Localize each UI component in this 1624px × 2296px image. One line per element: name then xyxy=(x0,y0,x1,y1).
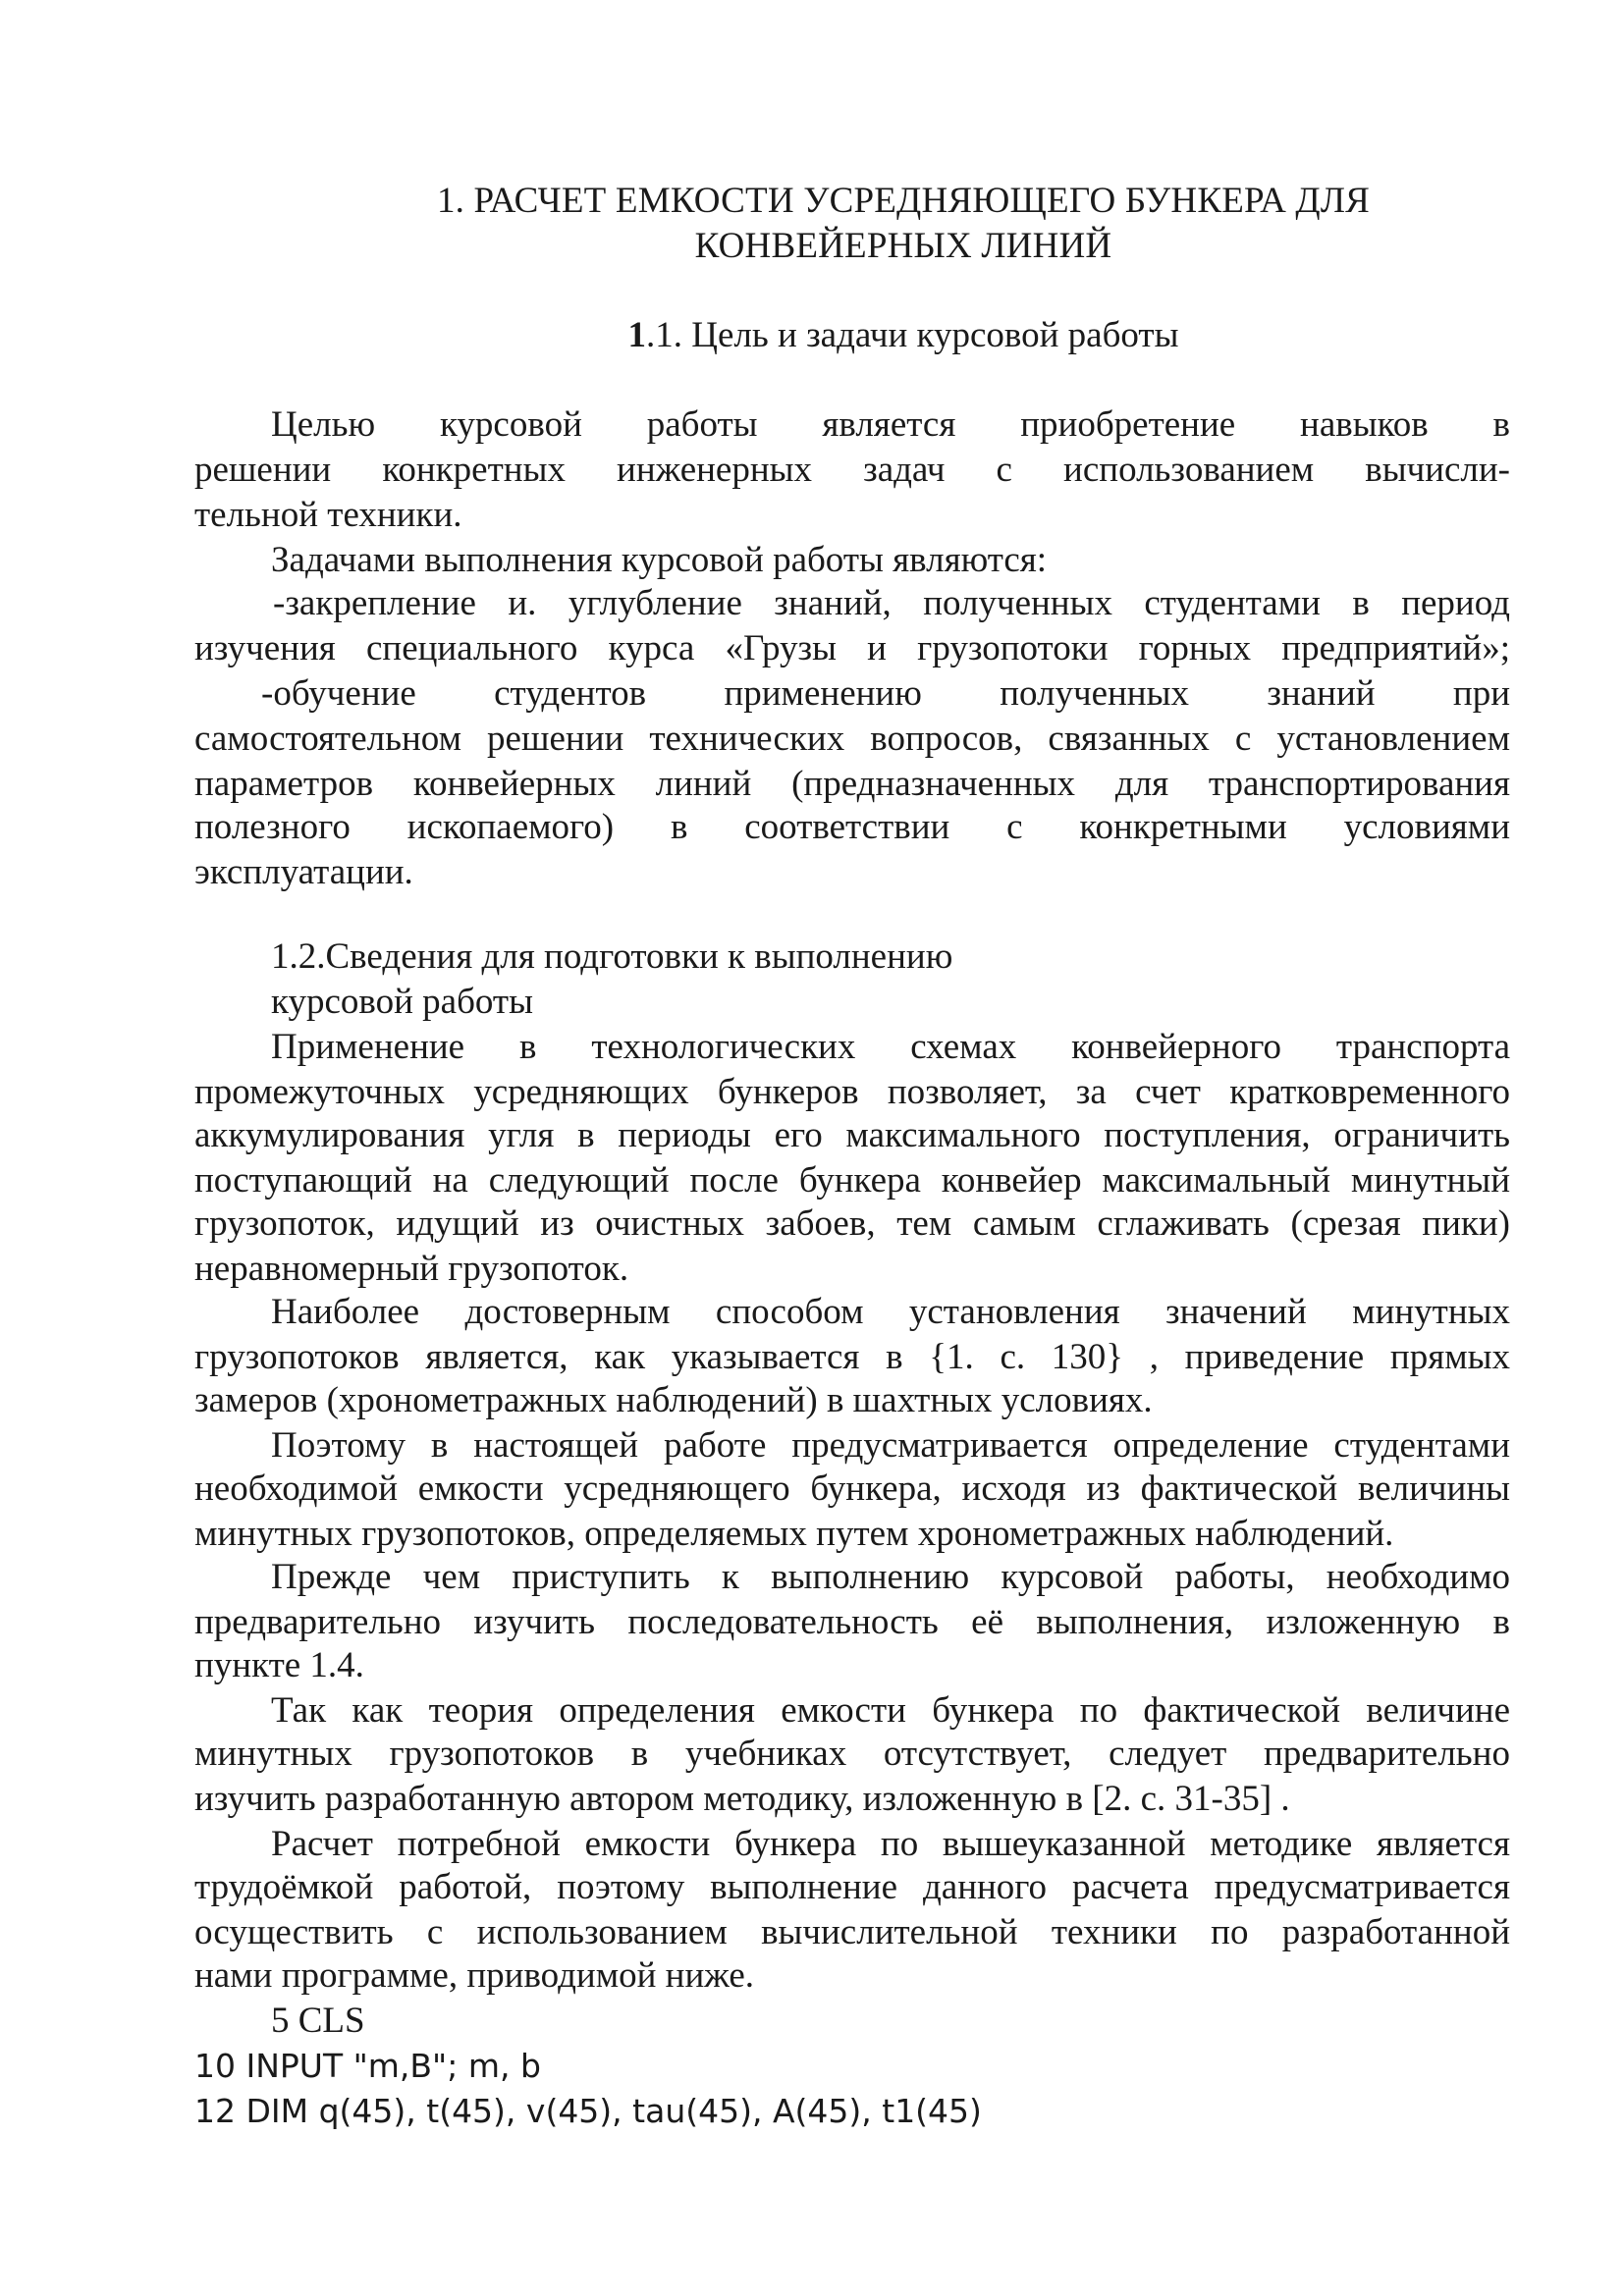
paragraph-line: Так как теория определения емкости бункера по фактической величине xyxy=(271,1690,1510,1731)
paragraph-line: эксплуатации. xyxy=(194,852,413,892)
paragraph-line: Прежде чем приступить к выполнению курсовой работы, необходимо xyxy=(271,1557,1510,1597)
paragraph-line: полезного ископаемого) в соответствии с конкретными условиями xyxy=(194,807,1510,847)
section-1-1-heading xyxy=(295,314,1512,356)
paragraph-line: -закрепление и. углубление знаний, полученных студентами в период xyxy=(273,583,1510,623)
paragraph-line: трудоёмкой работой, поэтому выполнение данного расчета предусматривается xyxy=(194,1867,1510,1907)
paragraph-line: -обучение студентов применению полученных знаний при xyxy=(261,673,1510,714)
section-1-2-heading-line-2: курсовой работы xyxy=(271,982,533,1022)
paragraph-line: Применение в технологических схемах конвейерного транспорта xyxy=(271,1027,1510,1067)
paragraph-line: Поэтому в настоящей работе предусматривается определение студентами xyxy=(271,1425,1510,1466)
chapter-title-line-2: КОНВЕЙЕРНЫХ ЛИНИЙ xyxy=(694,226,1112,266)
code-line: 10 INPUT "m,B"; m, b xyxy=(194,2047,541,2085)
section-1-2-heading-line-1: 1.2.Сведения для подготовки к выполнению xyxy=(271,936,953,977)
paragraph-line: параметров конвейерных линий (предназначенных для транспортирования xyxy=(194,764,1510,804)
paragraph-line: неравномерный грузопоток. xyxy=(194,1249,629,1289)
paragraph-line: грузопотоков является, как указывается в {1. с. 130} , приведение прямых xyxy=(194,1337,1510,1377)
code-line: 12 DIM q(45), t(45), v(45), tau(45), A(45), t1(45) xyxy=(194,2092,982,2130)
paragraph-line: предварительно изучить последовательность её выполнения, изложенную в xyxy=(194,1602,1510,1642)
paragraph-line: Целью курсовой работы является приобретение навыков в xyxy=(271,404,1510,445)
paragraph-line: нами программе, приводимой ниже. xyxy=(194,1955,755,1996)
paragraph-line: замеров (хронометражных наблюдений) в шахтных условиях. xyxy=(194,1380,1153,1420)
paragraph-line: осуществить с использованием вычислительной техники по разработанной xyxy=(194,1912,1510,1952)
section-title: .1. Цель и задачи курсовой работы xyxy=(646,315,1179,355)
paragraph-line: грузопоток, идущий из очистных забоев, тем самым сглаживать (срезая пики) xyxy=(194,1203,1510,1244)
paragraph-line: минутных грузопотоков, определяемых путем хронометражных наблюдений. xyxy=(194,1514,1394,1554)
paragraph-line: самостоятельном решении технических вопросов, связанных с установлением xyxy=(194,719,1510,759)
paragraph-line: Наиболее достоверным способом установления значений минутных xyxy=(271,1292,1510,1332)
paragraph-line: минутных грузопотоков в учебниках отсутствует, следует предварительно xyxy=(194,1734,1510,1774)
paragraph-line: поступающий на следующий после бункера конвейер максимальный минутный xyxy=(194,1160,1510,1201)
paragraph-line: решении конкретных инженерных задач с использованием вычисли- xyxy=(194,450,1510,490)
section-number: 1 xyxy=(627,315,647,355)
code-line: 5 CLS xyxy=(271,2001,365,2041)
paragraph-line: пункте 1.4. xyxy=(194,1645,364,1685)
paragraph-line: Расчет потребной емкости бункера по вышеуказанной методике является xyxy=(271,1824,1510,1864)
paragraph-line: промежуточных усредняющих бункеров позволяет, за счет кратковременного xyxy=(194,1072,1510,1112)
paragraph-line: изучения специального курса «Грузы и грузопотоки горных предприятий»; xyxy=(194,628,1510,668)
paragraph-line: тельной техники. xyxy=(194,495,462,535)
chapter-title-line-1: 1. РАСЧЕТ ЕМКОСТИ УСРЕДНЯЮЩЕГО БУНКЕРА ДЛЯ xyxy=(436,181,1371,221)
paragraph-line: изучить разработанную автором методику, изложенную в [2. с. 31-35] . xyxy=(194,1779,1290,1819)
paragraph-line: Задачами выполнения курсовой работы являются: xyxy=(271,540,1048,580)
paragraph-line: необходимой емкости усредняющего бункера, исходя из фактической величины xyxy=(194,1468,1510,1509)
paragraph-line: аккумулирования угля в периоды его максимального поступления, ограничить xyxy=(194,1115,1510,1155)
